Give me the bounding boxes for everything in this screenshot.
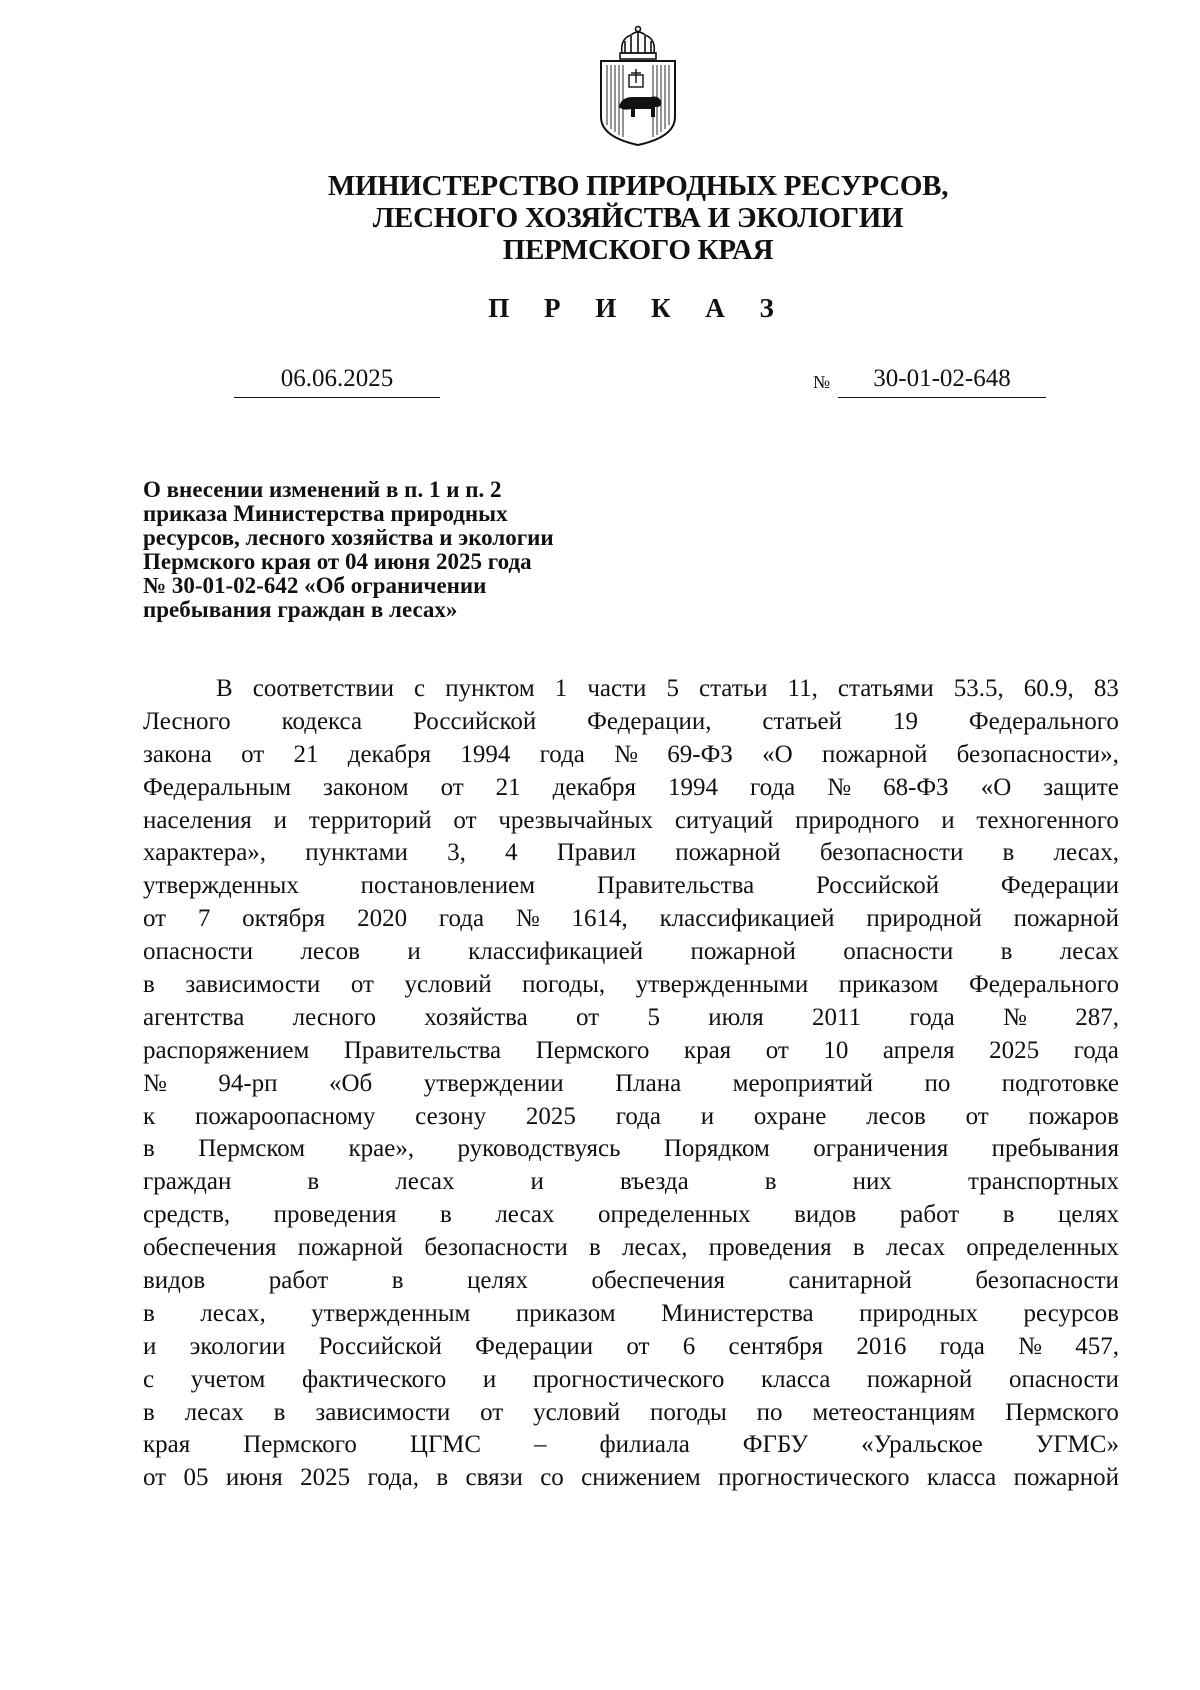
subject-line: пребывания граждан в лесах» (143, 597, 458, 622)
body-line: обеспечения пожарной безопасности в лесах, проведения в лесах определенных (143, 1234, 1119, 1262)
body-line: края Пермского ЦГМС – филиала ФГБУ «Уральское УГМС» (143, 1431, 1119, 1459)
order-subject (143, 478, 703, 622)
body-line: распоряжением Правительства Пермского края от 10 апреля 2025 года (143, 1036, 1119, 1064)
body-line: и экологии Российской Федерации от 6 сентября 2016 года № 457, (143, 1332, 1119, 1360)
ministry-name (0, 170, 1200, 266)
body-line: № 94-рп «Об утверждении Плана мероприятий по подготовке (143, 1069, 1119, 1097)
subject-line: приказа Министерства природных (143, 501, 508, 526)
ministry-line-1: МИНИСТЕРСТВО ПРИРОДНЫХ РЕСУРСОВ, (327, 170, 949, 202)
body-line: от 7 октября 2020 года № 1614, классификацией природной пожарной (143, 905, 1119, 933)
ministry-line-3: ПЕРМСКОГО КРАЯ (502, 234, 774, 266)
body-line: опасности лесов и классификацией пожарной опасности в лесах (143, 938, 1119, 966)
order-body (143, 673, 1119, 1495)
document-type: П Р И К А З (488, 293, 788, 323)
body-line: В соответствии с пунктом 1 части 5 статьи 11, статьями 53.5, 60.9, 83 (216, 675, 1119, 702)
body-line: видов работ в целях обеспечения санитарной безопасности (143, 1267, 1119, 1295)
body-line: в зависимости от условий погоды, утвержденными приказом Федерального (143, 971, 1119, 999)
body-line: граждан в лесах и въезда в них транспортных (143, 1168, 1119, 1196)
body-line: в лесах в зависимости от условий погоды по метеостанциям Пермского (143, 1398, 1119, 1426)
number-sign: № (813, 372, 831, 392)
ministry-line-2: ЛЕСНОГО ХОЗЯЙСТВА И ЭКОЛОГИИ (372, 202, 904, 234)
body-line: Федеральным законом от 21 декабря 1994 года № 68-ФЗ «О защите (143, 773, 1119, 801)
body-line: с учетом фактического и прогностического класса пожарной опасности (143, 1365, 1119, 1393)
body-line: в Пермском крае», руководствуясь Порядком ограничения пребывания (143, 1135, 1119, 1163)
document-date: 06.06.2025 (234, 365, 440, 398)
body-line: характера», пунктами 3, 4 Правил пожарной безопасности в лесах, (143, 839, 1119, 867)
body-line: агентства лесного хозяйства от 5 июля 2011 года № 287, (143, 1003, 1119, 1031)
body-line: к пожароопасному сезону 2025 года и охране лесов от пожаров (143, 1102, 1119, 1130)
subject-line: № 30-01-02-642 «Об ограничении (143, 573, 487, 598)
subject-line: Пермского края от 04 июня 2025 года (143, 549, 532, 574)
body-line: в лесах, утвержденным приказом Министерства природных ресурсов (143, 1299, 1119, 1327)
body-line: утвержденных постановлением Правительства Российской Федерации (143, 872, 1119, 900)
body-line: от 05 июня 2025 года, в связи со снижением прогностического класса пожарной (143, 1464, 1119, 1492)
body-line: закона от 21 декабря 1994 года № 69-ФЗ «О пожарной безопасности», (143, 740, 1119, 768)
subject-line: ресурсов, лесного хозяйства и экологии (143, 525, 554, 550)
body-line: населения и территорий от чрезвычайных ситуаций природного и техногенного (143, 806, 1119, 834)
body-line: средств, проведения в лесах определенных видов работ в целях (143, 1201, 1119, 1229)
body-line: Лесного кодекса Российской Федерации, статьей 19 Федерального (143, 707, 1119, 735)
subject-line: О внесении изменений в п. 1 и п. 2 (143, 477, 502, 502)
coat-of-arms-icon (595, 25, 681, 147)
document-number: 30-01-02-648 (838, 365, 1046, 398)
